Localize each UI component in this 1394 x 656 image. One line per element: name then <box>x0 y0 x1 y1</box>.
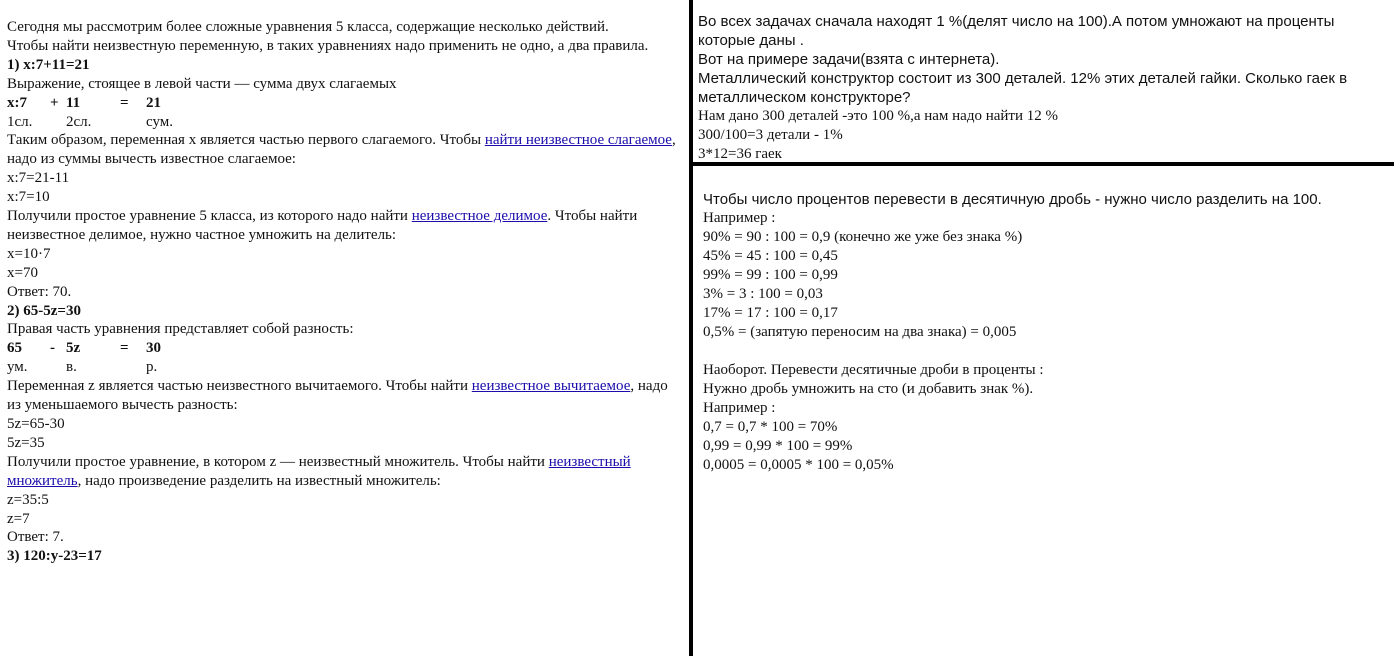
solution-line: x=70 <box>7 264 38 281</box>
conversion-line: 0,99 = 0,99 * 100 = 99% <box>703 438 853 454</box>
percent-task-block <box>698 12 1388 164</box>
text-line: Например : <box>703 210 776 226</box>
eq-term: 11 <box>66 94 81 111</box>
left-article <box>7 18 682 566</box>
link-unknown-multiplier[interactable]: неизвестный множитель <box>7 453 631 489</box>
example-1-title: 1) x:7+11=21 <box>7 56 90 73</box>
conversion-line: 45% = 45 : 100 = 0,45 <box>703 248 838 264</box>
link-unknown-subtrahend[interactable]: неизвестное вычитаемое <box>471 378 631 395</box>
example-2-text: Правая часть уравнения представляет собой разность: <box>7 321 354 338</box>
example-1-labels-row <box>7 113 682 132</box>
solution-line: x:7=10 <box>7 189 50 206</box>
eq-label: 2сл. <box>66 113 92 130</box>
example-1-text: Выражение, стоящее в левой части — сумма двух слагаемых <box>7 75 397 92</box>
link-unknown-addend[interactable]: найти неизвестное слагаемое <box>484 132 672 149</box>
eq-label: ум. <box>7 359 28 376</box>
conversion-line: 0,0005 = 0,0005 * 100 = 0,05% <box>703 457 894 473</box>
eq-label: 1сл. <box>7 113 33 130</box>
solution-line: 5z=65-30 <box>7 415 65 432</box>
solution-line: x:7=21-11 <box>7 170 70 187</box>
vertical-divider <box>689 0 693 656</box>
conversion-line: 0,5% = (запятую переносим на два знака) = 0,005 <box>703 324 1017 340</box>
conversion-line: 99% = 99 : 100 = 0,99 <box>703 267 838 283</box>
text-line: Металлический конструктор состоит из 300 деталей. 12% этих деталей гайки. Сколько гаек в металлическом конструкторе? <box>698 70 1348 106</box>
text-line: Нам дано 300 деталей -это 100 %,а нам надо найти 12 % <box>698 108 1059 124</box>
text-line: Наоборот. Перевести десятичные дроби в проценты : <box>703 362 1044 378</box>
eq-term: 65 <box>7 340 22 357</box>
text-line: Вот на примере задачи(взята с интернета). <box>698 51 1000 68</box>
eq-operator: = <box>120 340 129 357</box>
example-2-labels-row <box>7 358 682 377</box>
text-line: Чтобы число процентов перевести в десятичную дробь - нужно число разделить на 100. <box>703 191 1322 208</box>
solution-line: x=10·7 <box>7 245 51 262</box>
conversion-line: 3% = 3 : 100 = 0,03 <box>703 286 823 302</box>
example-2-title: 2) 65-5z=30 <box>7 302 81 319</box>
eq-term: 21 <box>146 94 161 111</box>
eq-label: р. <box>146 359 158 376</box>
solution-line: z=7 <box>7 510 30 527</box>
link-unknown-dividend[interactable]: неизвестное делимое <box>411 208 548 225</box>
example-2-paragraph: Переменная z является частью неизвестного вычитаемого. Чтобы найти неизвестное вычитаемое, надо из уменьшаемого вычесть разность: <box>7 378 668 414</box>
conversion-line: 0,7 = 0,7 * 100 = 70% <box>703 419 838 435</box>
eq-label: сум. <box>146 113 174 130</box>
answer-line: Ответ: 70. <box>7 283 72 300</box>
intro-line-2: Чтобы найти неизвестную переменную, в таких уравнениях надо применить не одно, а два правила. <box>7 37 649 54</box>
eq-operator: - <box>50 340 55 357</box>
example-3-title: 3) 120:y-23=17 <box>7 548 102 565</box>
solution-line: 5z=35 <box>7 434 45 451</box>
answer-line: Ответ: 7. <box>7 529 64 546</box>
eq-term: x:7 <box>7 94 27 111</box>
text-line: 300/100=3 детали - 1% <box>698 127 843 143</box>
eq-operator: = <box>120 94 129 111</box>
example-2-paragraph: Получили простое уравнение, в котором z — неизвестный множитель. Чтобы найти неизвестный множитель, надо произведение разделить на известный множитель: <box>7 453 631 489</box>
text-line: Нужно дробь умножить на сто (и добавить знак %). <box>703 381 1034 397</box>
example-2-equation-row <box>7 339 682 358</box>
conversion-line: 17% = 17 : 100 = 0,17 <box>703 305 838 321</box>
eq-term: 30 <box>146 340 161 357</box>
example-1-paragraph: Получили простое уравнение 5 класса, из которого надо найти неизвестное делимое. Чтобы найти неизвестное делимое, нужно частное умножить на делитель: <box>7 208 638 243</box>
text-line: Например : <box>703 400 776 416</box>
intro-line-1: Сегодня мы рассмотрим более сложные уравнения 5 класса, содержащие несколько действий. <box>7 19 609 35</box>
text-line: 3*12=36 гаек <box>698 146 782 162</box>
eq-operator: + <box>50 94 59 111</box>
eq-label: в. <box>66 359 77 376</box>
conversion-line: 90% = 90 : 100 = 0,9 (конечно же уже без знака %) <box>703 229 1023 245</box>
example-1-equation-row <box>7 94 682 113</box>
solution-line: z=35:5 <box>7 491 49 508</box>
eq-term: 5z <box>66 340 81 357</box>
example-1-paragraph: Таким образом, переменная x является частью первого слагаемого. Чтобы найти неизвестное слагаемое, надо из суммы вычесть известное слагаемое: <box>7 132 676 168</box>
text-line: Во всех задачах сначала находят 1 %(делят число на 100).А потом умножают на проценты которые даны . <box>698 13 1335 49</box>
percent-conversion-block <box>703 190 1383 475</box>
spacer <box>703 342 1383 361</box>
